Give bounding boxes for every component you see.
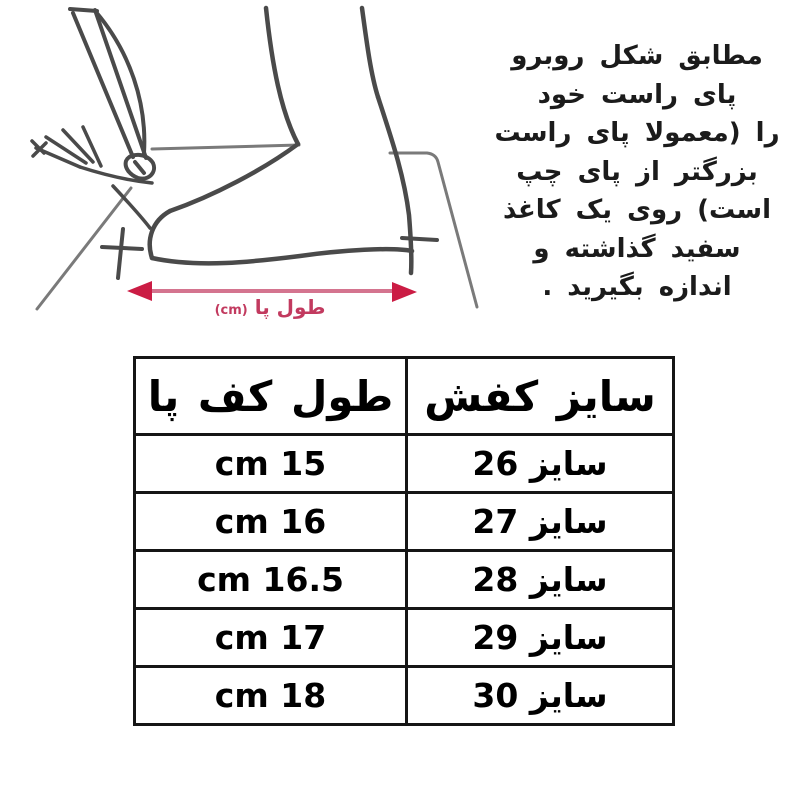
table-row [135, 435, 674, 493]
cell-shoe-size: سایز 28 [407, 551, 674, 609]
instruction-line: را (معمولا پای راست [494, 118, 780, 148]
table-row [135, 493, 674, 551]
table-row [135, 551, 674, 609]
arrow-left-head [127, 281, 152, 301]
arrow-label-unit: (cm) [214, 303, 248, 318]
instruction-line: بزرگتر از پای چپ [516, 156, 758, 187]
header-foot-length: طول کف پا [135, 358, 407, 435]
table-header-row [135, 358, 674, 435]
toe-mark [102, 229, 142, 278]
hand-pencil-sketch [32, 9, 154, 228]
arrow-label-text: طول پا [254, 295, 326, 319]
cell-shoe-size: سایز 30 [407, 667, 674, 725]
cell-shoe-size: سایز 29 [407, 609, 674, 667]
size-table [133, 356, 675, 726]
foot-measurement-illustration [0, 0, 480, 345]
foot-outline [150, 8, 412, 273]
foot-length-arrow-label [158, 295, 382, 323]
table-row [135, 609, 674, 667]
instruction-line: پای راست خود [537, 79, 737, 110]
instruction-line: است) روی یک کاغذ [502, 195, 772, 225]
arrow-right-head [392, 282, 417, 302]
table-row [135, 667, 674, 725]
instruction-line: سفید گذاشته و [533, 233, 741, 264]
cell-foot-length: 16 cm [135, 493, 407, 551]
cell-foot-length: 17 cm [135, 609, 407, 667]
cell-shoe-size: سایز 26 [407, 435, 674, 493]
instruction-line: مطابق شکل روبرو [511, 41, 763, 71]
heel-mark [402, 238, 437, 240]
instructions-text [480, 37, 794, 307]
header-shoe-size: سایز کفش [407, 358, 674, 435]
cell-foot-length: 16.5 cm [135, 551, 407, 609]
cell-foot-length: 15 cm [135, 435, 407, 493]
cell-foot-length: 18 cm [135, 667, 407, 725]
instruction-line: اندازه بگیرید . [542, 272, 732, 302]
cell-shoe-size: سایز 27 [407, 493, 674, 551]
foot-drawing [0, 0, 480, 345]
